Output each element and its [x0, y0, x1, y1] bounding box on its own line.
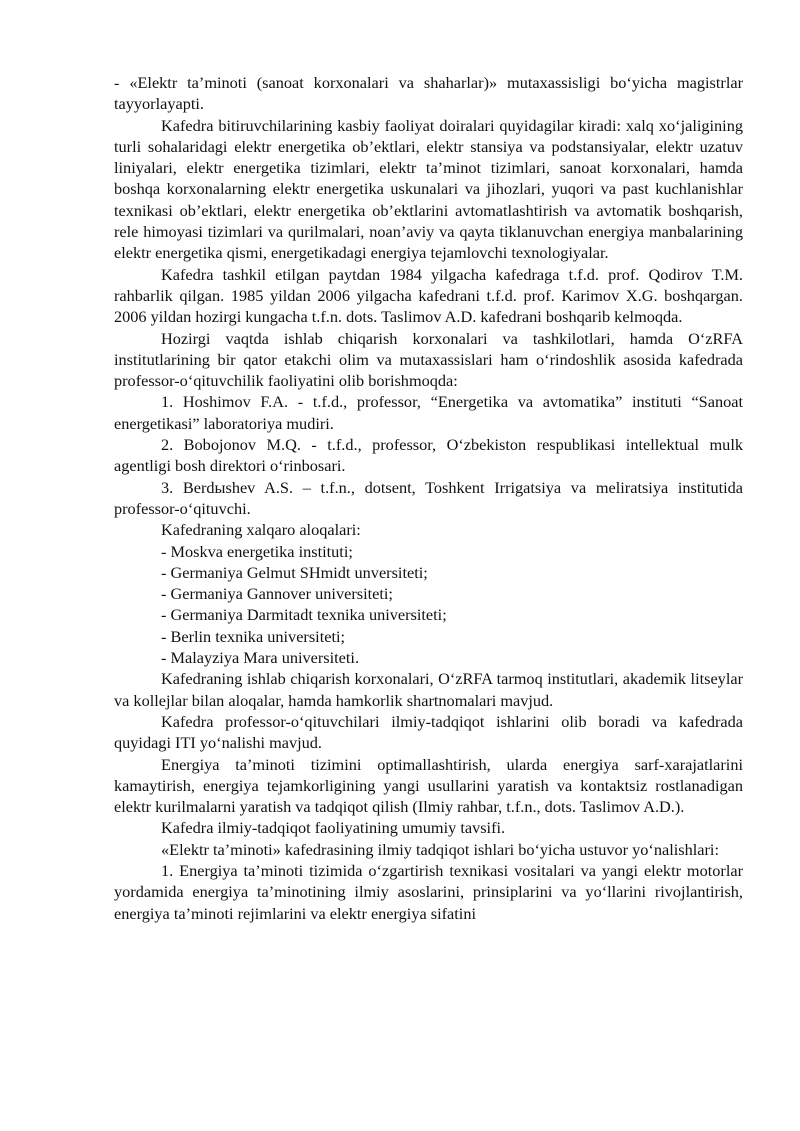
paragraph-partnerships: Kafedraning ishlab chiqarish korxonalari, O‘zRFA tarmoq institutlari, akademik litseylar va kollejlar bilan aloqalar, hamda hamkorlik shartnomalari mavjud. — [114, 669, 743, 710]
intl-heading: Kafedraning xalqaro aloqalari: — [161, 520, 361, 540]
intl-item: - Malayziya Mara universiteti. — [161, 648, 360, 668]
paragraph-graduates: Kafedra bitiruvchilarining kasbiy faoliyat doiralari quyidagilar kiradi: xalq xo‘jaligining turli sohalaridagi elektr energetika ob’ektlari, elektr stansiya va podstansiyalar, elektr uzatuv liniyalari, elektr energetika tizimlari, elektr ta’minot tizimlari, sanoat korxonalari, hamda boshqa korxonalarning elektr energetika uskunalari va jihozlari, yuqori va past kuchlanishlar texnikasi ob’ektlari, elektr energetika ob’ektlarini avtomatlashtirish va avtomatik boshqarish, rele himoyasi tizimlari va qurilmalari, noan’aviy va qayta tiklanuvchan energiya manbalarining elektr energetika qismi, energetikadagi energiya tejamlovchi texnologiyalar. — [114, 115, 743, 263]
paragraph-priorities: «Elektr ta’minoti» kafedrasining ilmiy tadqiqot ishlari bo‘yicha ustuvor yo‘nalishlari: — [161, 839, 719, 859]
intl-item: - Germaniya Gelmut SHmidt unversiteti; — [161, 562, 428, 582]
paragraph-research-summary: Kafedra ilmiy-tadqiqot faoliyatining umumiy tavsifi. — [161, 818, 506, 838]
paragraph-magistr: - «Elektr ta’minoti (sanoat korxonalari va shaharlar)» mutaxassisligi bo‘yicha magistrlar tayyorlayapti. — [114, 73, 743, 114]
paragraph-history: Kafedra tashkil etilgan paytdan 1984 yilgacha kafedraga t.f.d. prof. Qodirov T.M. rahbarlik qilgan. 1985 yildan 2006 yilgacha kafedrani t.f.d. prof. Karimov X.G. boshqargan. 2006 yildan hozirgi kungacha t.f.n. dots. Taslimov A.D. kafedrani boshqarib kelmoqda. — [114, 264, 743, 327]
intl-item: - Germaniya Darmitadt texnika universiteti; — [161, 605, 447, 625]
paragraph-staff-intro: Hozirgi vaqtda ishlab chiqarish korxonalari va tashkilotlari, hamda O‘zRFA institutlarining bir qator etakchi olim va mutaxassislari ham o‘rindoshlik asosida kafedrada professor-o‘qituvchilik faoliyatini olib borishmoqda: — [114, 328, 743, 391]
staff-item-2: 2. Bobojonov M.Q. - t.f.d., professor, O‘zbekiston respublikasi intellektual mulk agentligi bosh direktori o‘rinbosari. — [114, 435, 743, 476]
intl-item: - Germaniya Gannover universiteti; — [161, 584, 393, 604]
paragraph-research: Kafedra professor-o‘qituvchilari ilmiy-tadqiqot ishlarini olib boradi va kafedrada quyidagi ITI yo‘nalishi mavjud. — [114, 711, 743, 753]
intl-item: - Moskva energetika instituti; — [161, 541, 353, 561]
priority-item-1: 1. Energiya ta’minoti tizimida o‘zgartirish texnikasi vositalari va yangi elektr motorlar yordamida energiya ta’minotining ilmiy asoslarini, prinsiplarini va yo‘llarini rivojlantirish, energiya ta’minoti rejimlarini va elektr energiya sifatini — [114, 860, 743, 923]
staff-item-1: 1. Hoshimov F.A. - t.f.d., professor, “Energetika va avtomatika” instituti “Sanoat energetikasi” laboratoriya mudiri. — [114, 392, 743, 433]
staff-item-3: 3. Berdыshev A.S. – t.f.n., dotsent, Toshkent Irrigatsiya va meliratsiya institutida professor-o‘qituvchi. — [114, 477, 743, 518]
intl-item: - Berlin texnika universiteti; — [161, 626, 346, 646]
paragraph-research-topic: Energiya ta’minoti tizimini optimallashtirish, ularda energiya sarf-xarajatlarini kamaytirish, energiya tejamkorligining yangi usullarini yaratish va kontaktsiz rostlanadigan elektr kurilmalarni yaratish va tadqiqot qilish (Ilmiy rahbar, t.f.n., dots. Taslimov A.D.). — [114, 754, 743, 817]
